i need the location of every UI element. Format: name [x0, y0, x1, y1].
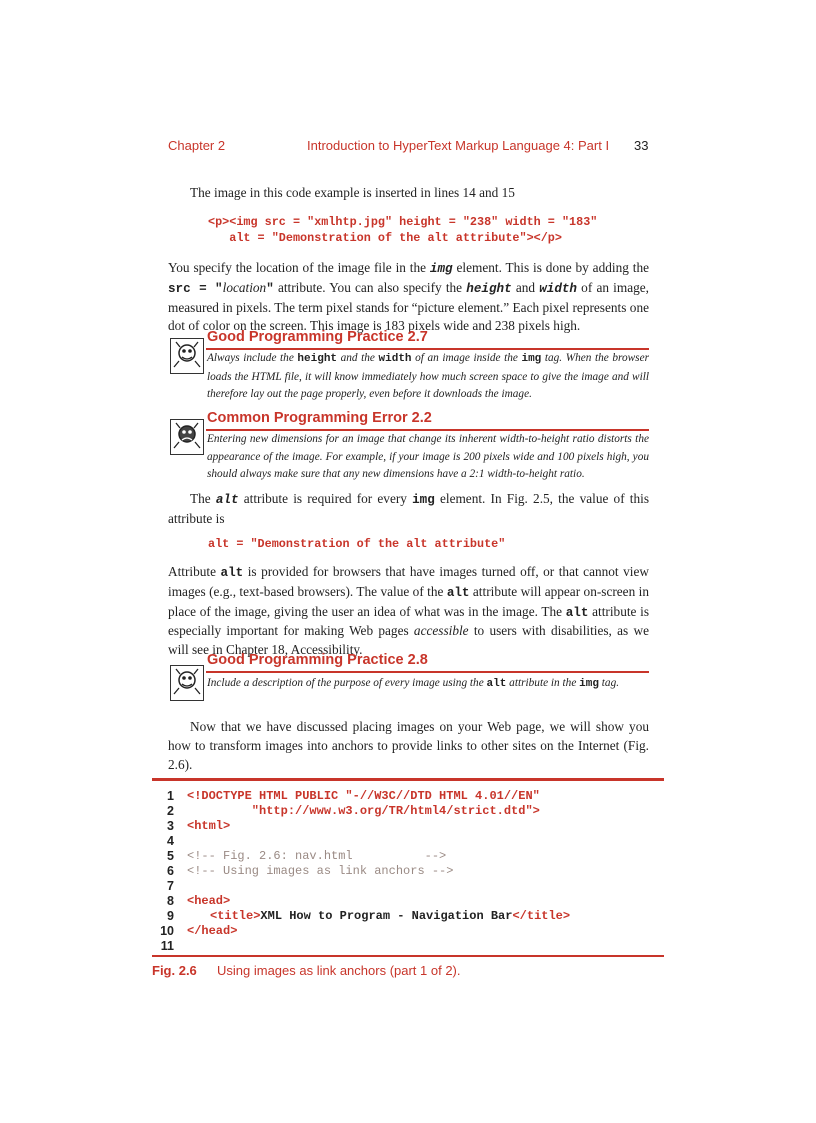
line-number: 11 [160, 939, 174, 953]
bug-mascot-icon [170, 338, 204, 374]
tip-title: Common Programming Error 2.2 [207, 410, 432, 426]
line-number: 5 [167, 849, 174, 863]
listing-top-rule [152, 778, 664, 781]
code-line: <!DOCTYPE HTML PUBLIC "-//W3C//DTD HTML 4.01//EN" [187, 789, 540, 803]
tip-good-practice-2-8 [168, 652, 649, 698]
paragraph: You specify the location of the image file in the img element. This is done by adding the src = "location" attribute. You can also specify the height and width of an image, measured in pixels. The term pixel stands for “picture element.” Each pixel represents one dot of color on the screen. This image is 183 pixels wide and 238 pixels high. [168, 260, 649, 334]
tip-good-practice-2-7 [168, 329, 649, 399]
line-number: 4 [167, 834, 174, 848]
code-line: <head> [187, 894, 231, 908]
page-number: 33 [634, 138, 649, 153]
line-number: 1 [167, 789, 174, 803]
line-number: 6 [167, 864, 174, 878]
chapter-label: Chapter 2 [168, 138, 226, 153]
code-comment: <!-- Fig. 2.6: nav.html --> [187, 849, 447, 863]
listing-bottom-rule [152, 955, 664, 957]
tip-body: Include a description of the purpose of every image using the alt attribute in the img tag. [207, 677, 620, 690]
code-line: <html> [187, 819, 231, 833]
line-number: 8 [167, 894, 174, 908]
line-number: 2 [167, 804, 174, 818]
paragraph: Now that we have discussed placing images on your Web page, we will show you how to transform images into anchors to provide links to other sites on the Internet (Fig. 2.6). [168, 719, 649, 772]
code-line: alt = "Demonstration of the alt attribute"></p> [208, 230, 562, 245]
code-line: <p><img src = "xmlhtp.jpg" height = "238" width = "183" [208, 215, 598, 229]
code-example-2: alt = "Demonstration of the alt attribute" [208, 537, 506, 551]
code-line: </head> [187, 924, 238, 938]
paragraph: Attribute alt is provided for browsers that have images turned off, or that cannot view images (e.g., text-based browsers). The value of the alt attribute will appear on-screen in place of the image, giving the user an idea of what was in the image. The alt attribute is especially important for making Web pages accessible to users with disabilities, as we will see in Chapter 18, Accessibility. [168, 564, 649, 658]
code-line: <title>XML How to Program - Navigation Bar</title> [210, 909, 571, 923]
line-number: 9 [167, 909, 174, 923]
line-number: 3 [167, 819, 174, 833]
figure-label: Fig. 2.6 [152, 963, 197, 978]
code-line: "http://www.w3.org/TR/html4/strict.dtd"> [187, 804, 540, 818]
tip-common-error-2-2 [168, 410, 649, 480]
bug-mascot-icon [170, 419, 204, 455]
tip-title: Good Programming Practice 2.8 [207, 652, 428, 668]
chapter-title: Introduction to HyperText Markup Language 4: Part I [307, 138, 610, 153]
figure-caption: Using images as link anchors (part 1 of 2). [217, 963, 461, 978]
tip-title: Good Programming Practice 2.7 [207, 329, 428, 345]
tip-body: Entering new dimensions for an image that change its inherent width-to-height ratio distorts the appearance of the image. For example, if your image is 200 pixels wide and 100 pixels high, you should always make sure that any new dimensions have a 2:1 width-to-height ratio. [207, 433, 649, 480]
paragraph: The alt attribute is required for every img element. In Fig. 2.5, the value of this attribute is [168, 491, 650, 526]
bug-mascot-icon [170, 665, 204, 701]
intro-line: The image in this code example is inserted in lines 14 and 15 [190, 185, 515, 200]
tip-body: Always include the height and the width of an image inside the img tag. When the browser loads the HTML file, it will know immediately how much screen space to give the image and will therefore lay out the page properly, even before it downloads the image. [207, 352, 649, 400]
line-number: 10 [160, 924, 174, 938]
line-number: 7 [167, 879, 174, 893]
tip-rule [206, 671, 649, 673]
code-comment: <!-- Using images as link anchors --> [187, 864, 454, 878]
code-example-1 [208, 215, 597, 246]
